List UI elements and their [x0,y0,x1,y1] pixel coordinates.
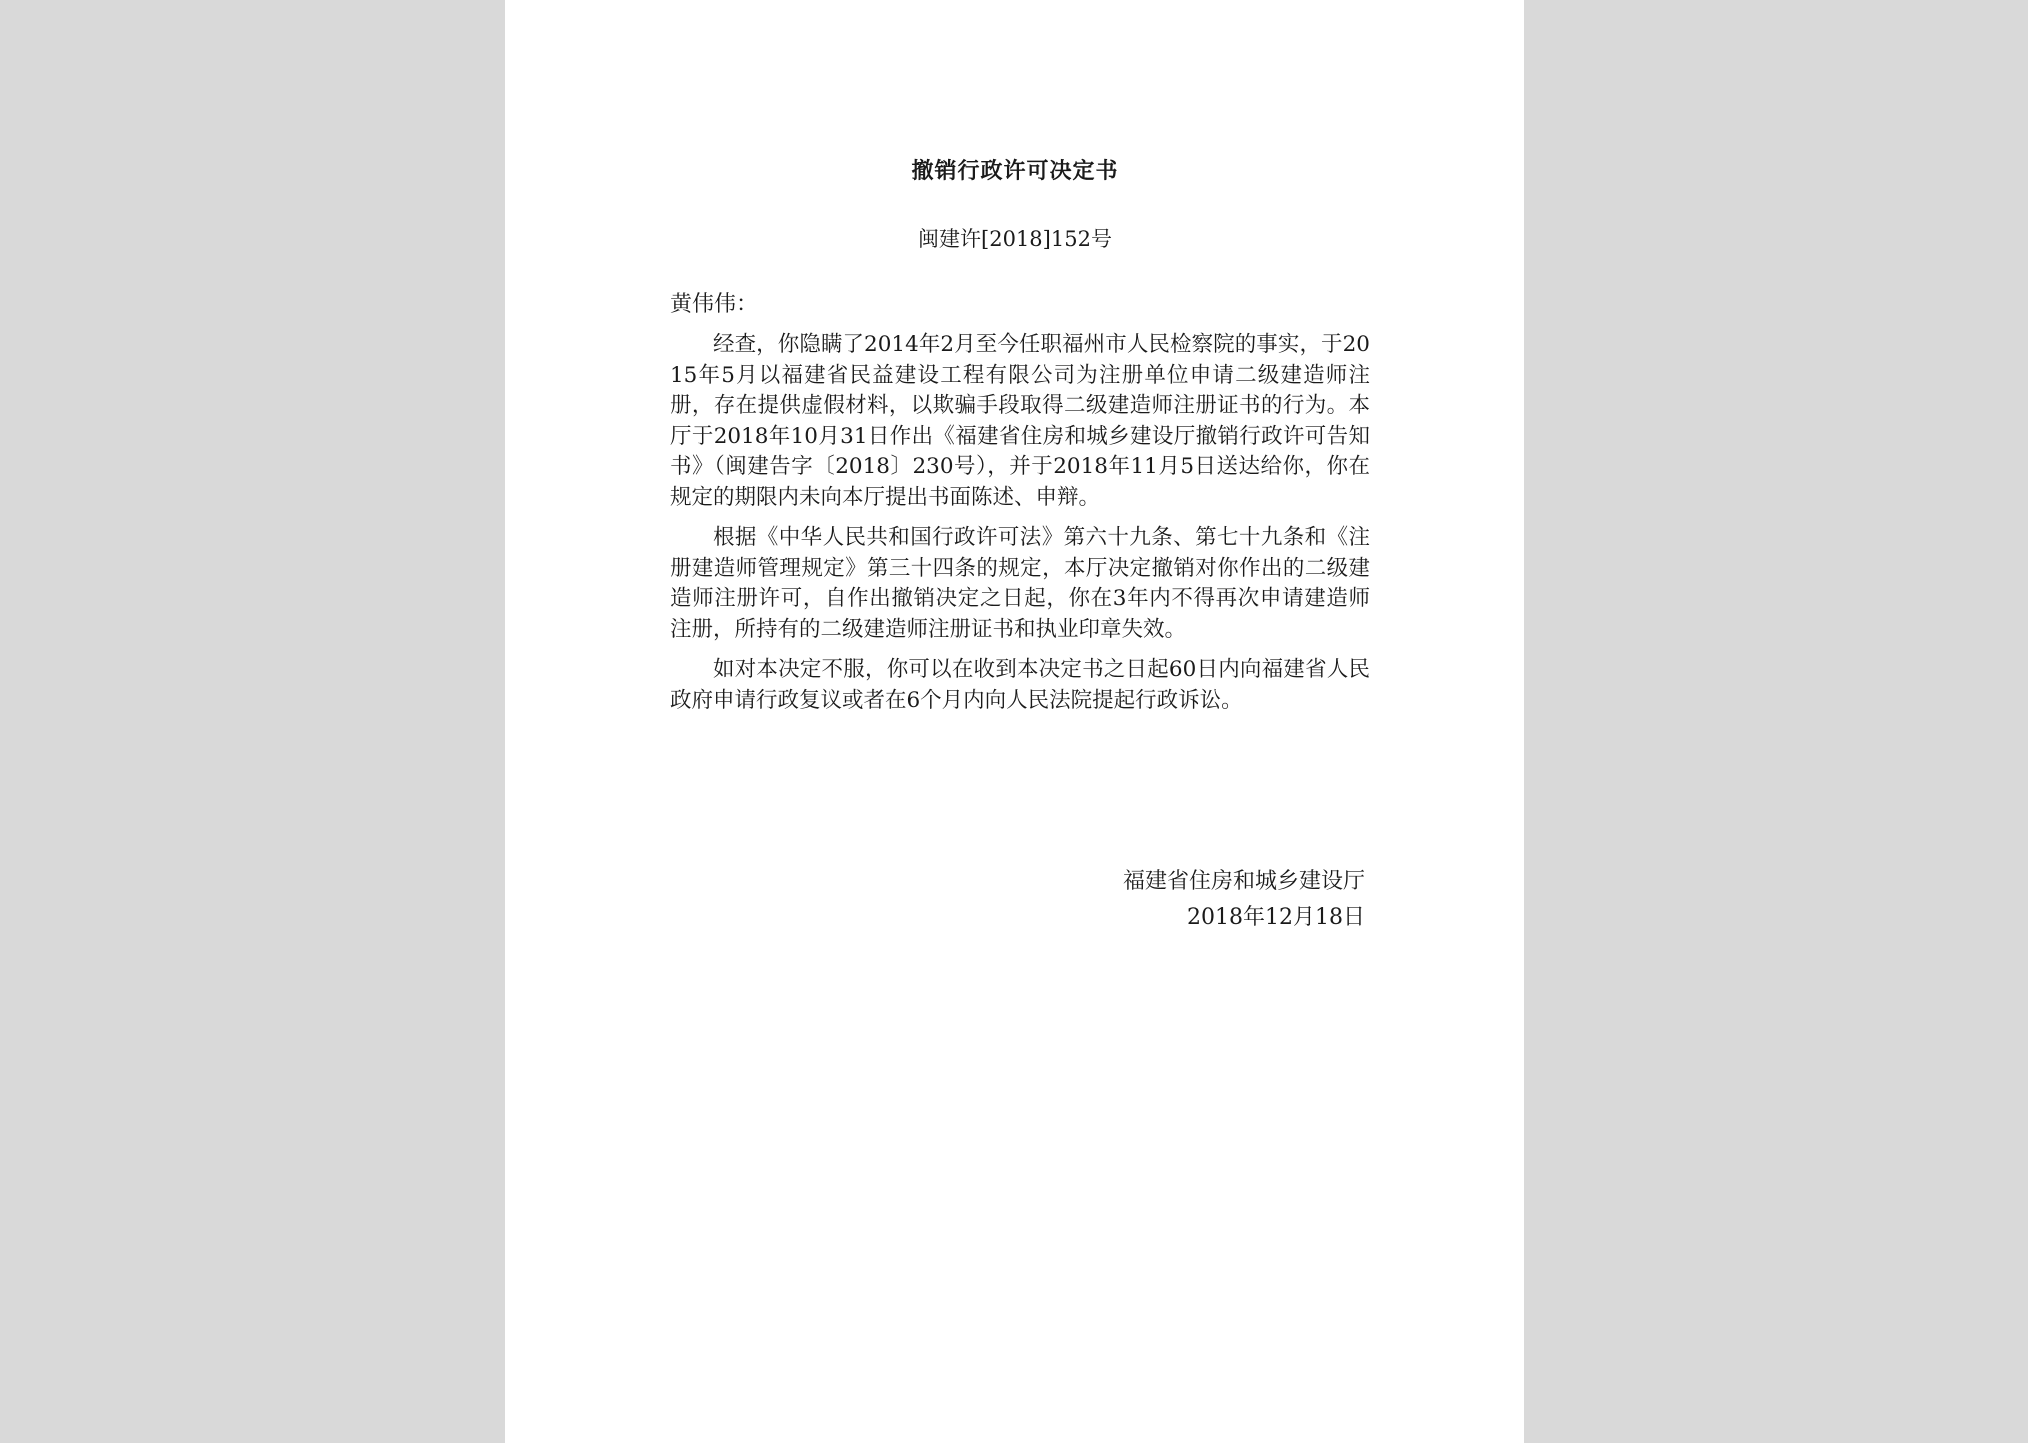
document-body [670,330,1370,726]
body-paragraph-3: 如对本决定不服，你可以在收到本决定书之日起60日内向福建省人民政府申请行政复议或者在6个月内向人民法院提起行政诉讼。 [670,657,1370,713]
body-paragraph-2: 根据《中华人民共和国行政许可法》第六十九条、第七十九条和《注册建造师管理规定》第三十四条的规定，本厅决定撤销对你作出的二级建造师注册许可，自作出撤销决定之日起，你在3年内不得再次申请建造师注册，所持有的二级建造师注册证书和执业印章失效。 [670,525,1370,642]
recipient-name: 黄伟伟： [670,292,759,317]
document-page [505,0,1524,1443]
signature-block [665,864,1365,936]
issue-date: 2018年12月18日 [1187,905,1365,930]
body-paragraph-1: 经查，你隐瞒了2014年2月至今任职福州市人民检察院的事实，于2015年5月以福建省民益建设工程有限公司为注册单位申请二级建造师注册，存在提供虚假材料，以欺骗手段取得二级建造师注册证书的行为。本厅于2018年10月31日作出《福建省住房和城乡建设厅撤销行政许可告知书》（闽建告字〔2018〕230号），并于2018年11月5日送达给你，你在规定的期限内未向本厅提出书面陈述、申辩。 [670,332,1370,510]
document-number: 闽建许[2018]152号 [918,227,1112,251]
document-title: 撤销行政许可决定书 [911,159,1119,184]
issuer-name: 福建省住房和城乡建设厅 [1122,869,1365,894]
